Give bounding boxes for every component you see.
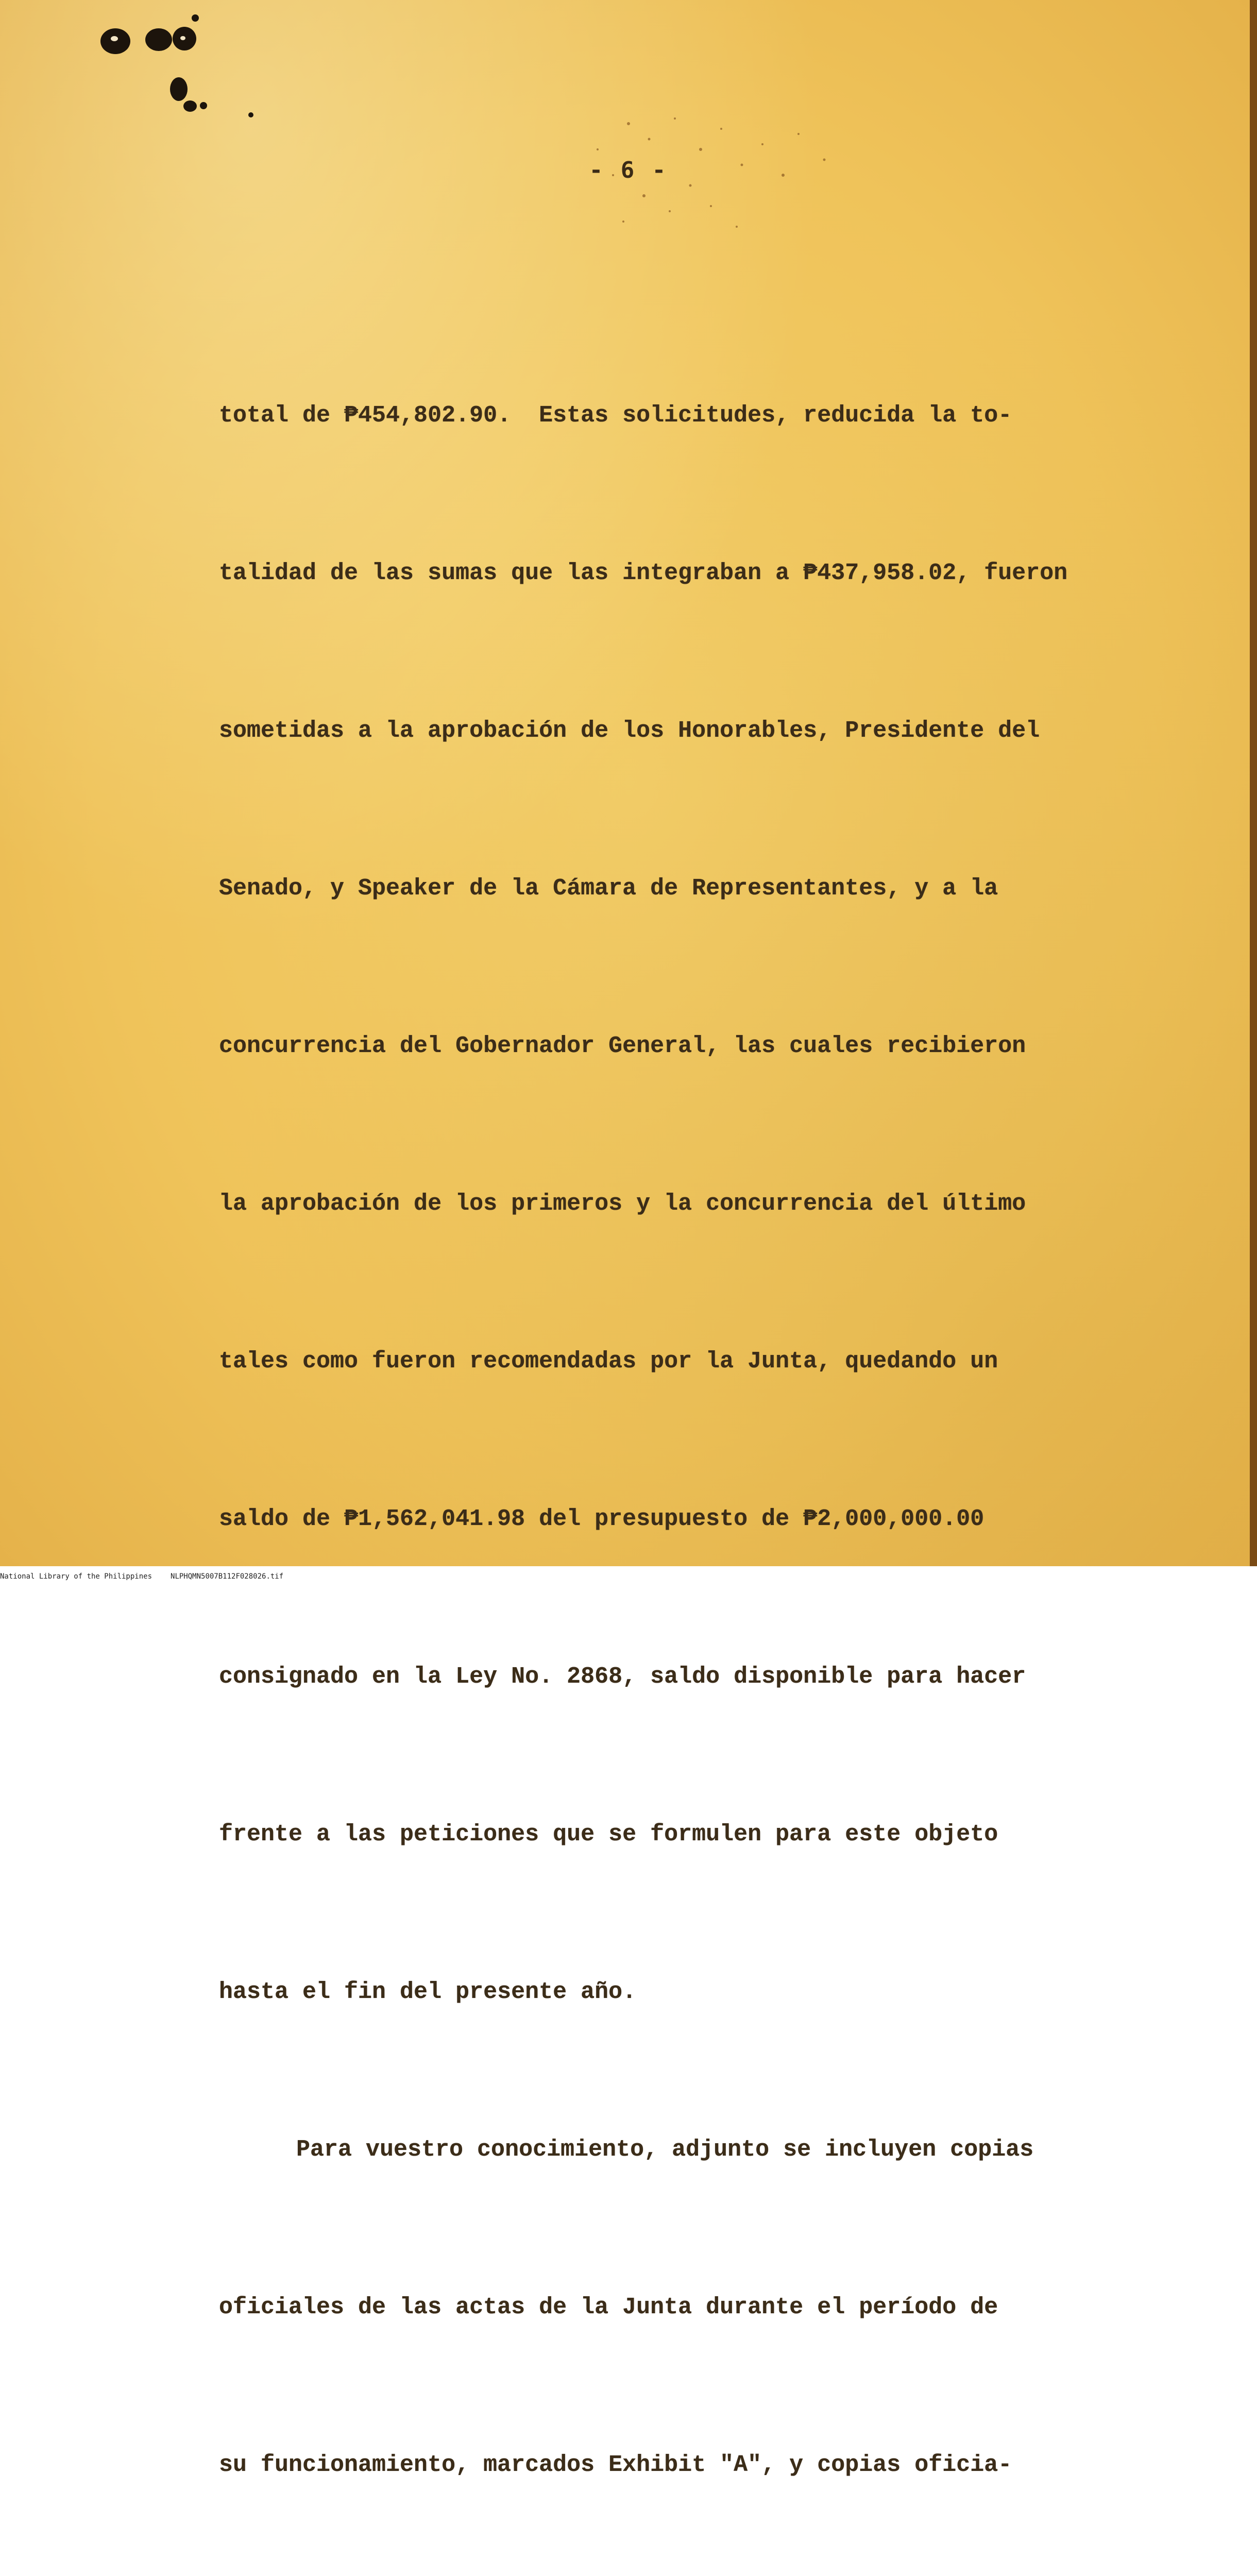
- footer-file-name: NLPHQMN5007B112F028026.tif: [171, 1572, 284, 1581]
- text-line: frente a las peticiones que se formulen para este objeto: [219, 1821, 998, 1848]
- scan-footer: [0, 1572, 1257, 1581]
- text-line: su funcionamiento, marcados Exhibit "A", y copias oficia-: [219, 2452, 1012, 2478]
- footer-institution: National Library of the Philippines: [0, 1572, 152, 1581]
- text-line: sometidas a la aprobación de los Honorables, Presidente del: [219, 718, 1040, 744]
- page-number: - 6 -: [589, 157, 668, 183]
- text-line: hasta el fin del presente año.: [219, 1979, 637, 2005]
- paragraph-start-line: Para vuestro conocimiento, adjunto se incluyen copias: [296, 2137, 1034, 2163]
- text-line: concurrencia del Gobernador General, las cuales recibieron: [219, 1033, 1026, 1059]
- text-line: oficiales de las actas de la Junta durante el período de: [219, 2294, 998, 2320]
- body-text: [219, 284, 1198, 2576]
- text-line: tales como fueron recomendadas por la Junta, quedando un: [219, 1348, 998, 1375]
- text-line: total de ₱454,802.90. Estas solicitudes, reducida la to-: [219, 402, 1012, 429]
- text-line: Senado, y Speaker de la Cámara de Representantes, y a la: [219, 875, 998, 902]
- page-edge-shadow: [1250, 0, 1257, 1566]
- text-line: talidad de las sumas que las integraban a ₱437,958.02, fueron: [219, 560, 1068, 586]
- text-line: la aprobación de los primeros y la concurrencia del último: [219, 1191, 1026, 1217]
- text-line: saldo de ₱1,562,041.98 del presupuesto de ₱2,000,000.00: [219, 1506, 984, 1532]
- text-line: consignado en la Ley No. 2868, saldo disponible para hacer: [219, 1664, 1026, 1690]
